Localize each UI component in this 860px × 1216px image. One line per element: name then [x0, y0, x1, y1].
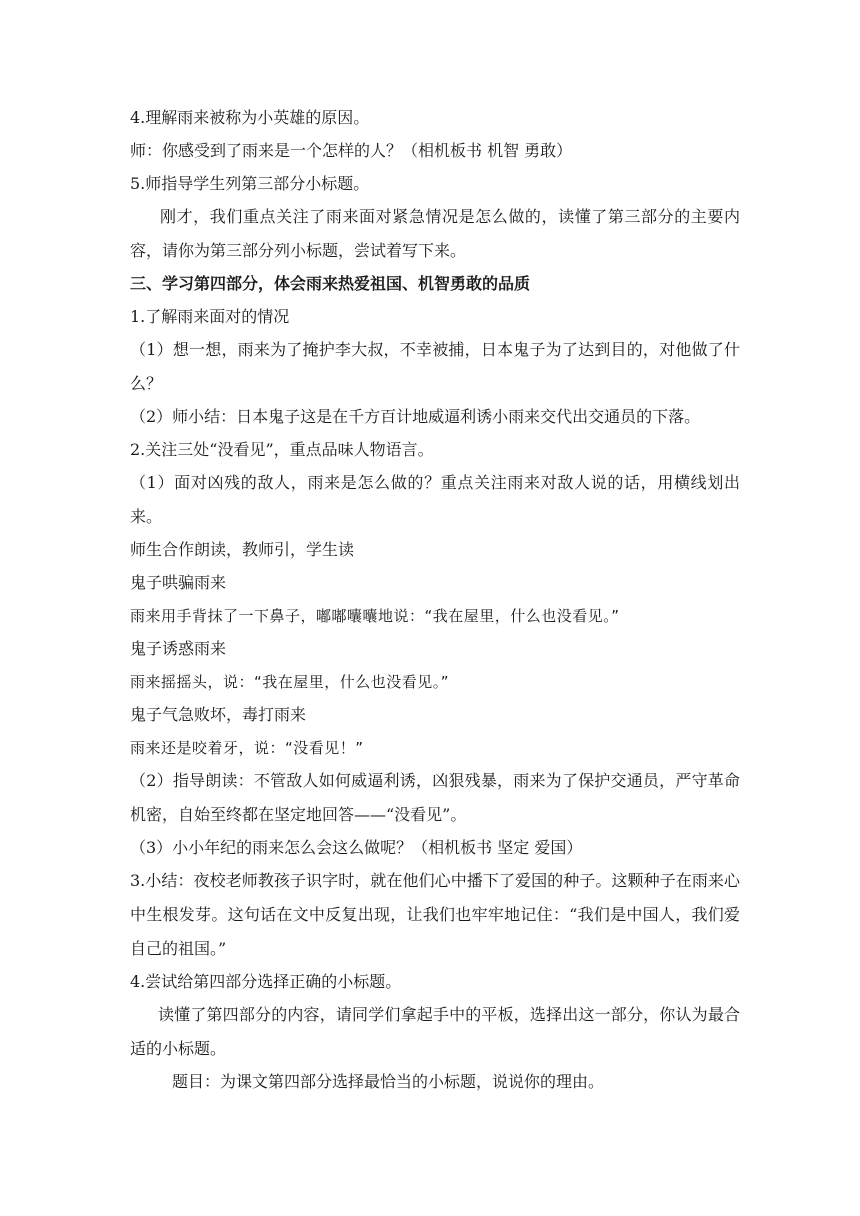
- paragraph: 4.理解雨来被称为小英雄的原因。: [130, 108, 370, 127]
- quoted-line: 雨来用手背抹了一下鼻子，嘟嘟囔囔地说：“我在屋里，什么也没看见。”: [130, 607, 620, 625]
- paragraph: 鬼子气急败坏，毒打雨来: [130, 705, 307, 724]
- paragraph: 5.师指导学生列第三部分小标题。: [130, 174, 370, 193]
- document-body: [130, 108, 740, 1105]
- paragraph: （1）面对凶残的敌人，雨来是怎么做的？重点关注雨来对敌人说的话，用横线划出来。: [130, 473, 740, 526]
- paragraph: 2.关注三处“没看见”，重点品味人物语言。: [130, 440, 434, 459]
- paragraph: 题目：为课文第四部分选择最恰当的小标题，说说你的理由。: [172, 1072, 605, 1091]
- paragraph: 鬼子哄骗雨来: [130, 573, 227, 592]
- paragraph: 师：你感受到了雨来是一个怎样的人？（相机板书 机智 勇敢）: [130, 141, 573, 160]
- paragraph: （3）小小年纪的雨来怎么会这么做呢？（相机板书 坚定 爱国）: [130, 838, 583, 857]
- paragraph: 鬼子诱惑雨来: [130, 639, 227, 658]
- section-heading: 三、学习第四部分，体会雨来热爱祖国、机智勇敢的品质: [130, 274, 531, 293]
- paragraph: （2）指导朗读：不管敌人如何威逼利诱，凶狠残暴，雨来为了保护交通员，严守革命机密，自始至终都在坚定地回答——“没看见”。: [130, 771, 740, 824]
- paragraph: 3.小结：夜校老师教孩子识字时，就在他们心中播下了爱国的种子。这颗种子在雨来心中生根发芽。这句话在文中反复出现，让我们也牢牢地记住：“我们是中国人，我们爱自己的祖国。”: [130, 871, 740, 958]
- paragraph: 4.尝试给第四部分选择正确的小标题。: [130, 972, 402, 991]
- paragraph: 读懂了第四部分的内容，请同学们拿起手中的平板，选择出这一部分，你认为最合适的小标题。: [130, 1005, 740, 1058]
- paragraph: 刚才，我们重点关注了雨来面对紧急情况是怎么做的，读懂了第三部分的主要内容，请你为第三部分列小标题，尝试着写下来。: [130, 207, 740, 260]
- quoted-line: 雨来摇摇头，说：“我在屋里，什么也没看见。”: [130, 673, 450, 691]
- paragraph: （2）师小结：日本鬼子这是在千方百计地威逼利诱小雨来交代出交通员的下落。: [130, 407, 701, 426]
- paragraph: 1.了解雨来面对的情况: [130, 307, 290, 326]
- paragraph: （1）想一想，雨来为了掩护李大叔，不幸被捕，日本鬼子为了达到目的，对他做了什么？: [130, 340, 740, 393]
- quoted-line: 雨来还是咬着牙，说：“没看见！”: [130, 739, 364, 757]
- paragraph: 师生合作朗读，教师引，学生读: [130, 540, 355, 559]
